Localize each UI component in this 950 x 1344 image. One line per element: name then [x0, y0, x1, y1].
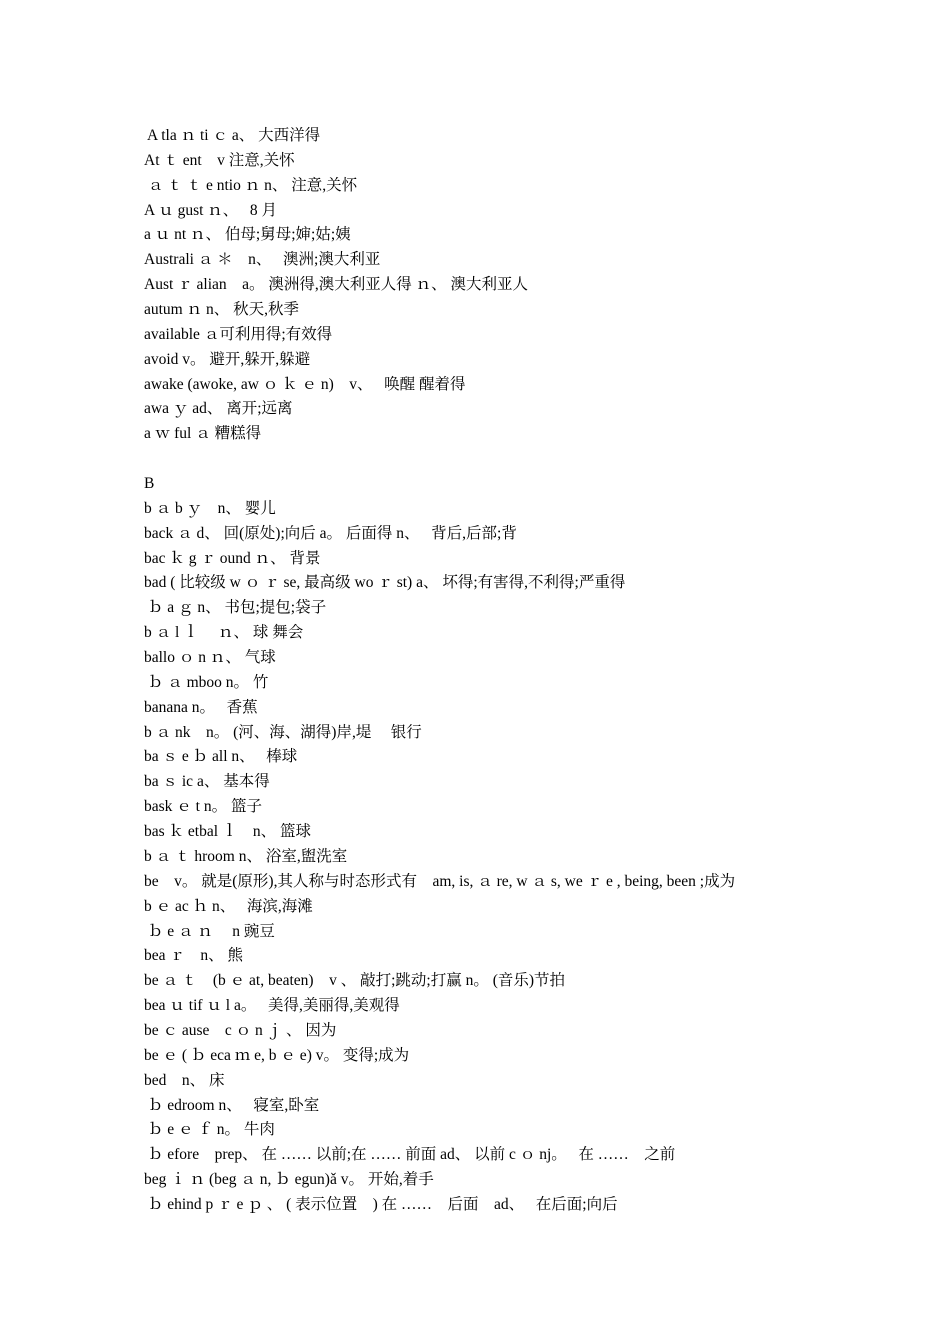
entry: ａ ｔ ｔ e ntio ｎ n、 注意,关怀: [144, 176, 358, 194]
section-spacer: [144, 447, 904, 472]
entry: bea ｒ n、 熊: [144, 947, 244, 965]
entry: ｂ e ｅ ｆ n。 牛肉: [144, 1121, 275, 1139]
entry: b ａ b ｙ n、 婴儿: [144, 499, 276, 517]
entry: ｂ e ａ ｎ n 豌豆: [144, 922, 275, 940]
entry: A ｕ gust ｎ、 8 月: [144, 201, 278, 219]
entry: awa ｙ ad、 离开;远离: [144, 400, 293, 418]
section-heading-b: B: [144, 475, 155, 493]
entry: ｂ ehind p ｒ e ｐ 、 ( 表示位置 ) 在 …… 后面 ad、 在后面;向后: [144, 1195, 618, 1213]
entry: ｂ a ｇ n、 书包;提包;袋子: [144, 599, 327, 617]
entry: b ｅ ac ｈ n、 海滨,海滩: [144, 897, 313, 915]
entry: ｂ edroom n、 寝室,卧室: [144, 1096, 320, 1114]
entry: bea ｕ tif ｕ l a。 美得,美丽得,美观得: [144, 997, 400, 1015]
entry: a ｕ nt ｎ、 伯母;舅母;婶;姑;姨: [144, 226, 351, 244]
entry: ｂ efore prep、 在 …… 以前;在 …… 前面 ad、 以前 c ｏ nj。 在 …… 之前: [144, 1146, 676, 1164]
entry: bas ｋ etbal ｌ n、 篮球: [144, 823, 312, 841]
entry: beg ｉ ｎ (beg ａ n, ｂ egun)ǎ v。 开始,着手: [144, 1171, 434, 1189]
entry: ballo ｏ n ｎ、 气球: [144, 649, 276, 667]
vocabulary-list: [144, 124, 904, 1218]
entry: banana n。 香蕉: [144, 698, 258, 716]
entry: be ｃ ause c ｏ n ｊ 、 因为: [144, 1021, 337, 1039]
entry: bed n、 床: [144, 1071, 225, 1089]
entry: b ａ ｔ hroom n、 浴室,盥洗室: [144, 847, 348, 865]
entry: ｂ ａ mboo n。 竹: [144, 673, 269, 691]
entry: A tla ｎ ti ｃ a、 大西洋得: [144, 127, 321, 144]
entry: bac ｋ g ｒ ound ｎ、 背景: [144, 549, 321, 567]
entry: Aust ｒ alian a。 澳洲得,澳大利亚人得 ｎ、 澳大利亚人: [144, 276, 529, 294]
entry: be v。 就是(原形),其人称与时态形式有 am, is, ａ re, w ａ s, we ｒ e , being, been ;成为: [144, 872, 736, 890]
entry: back ａ d、 回(原处);向后 a。 后面得 n、 背后,后部;背: [144, 524, 517, 542]
entry: be ｅ ( ｂ eca ｍ e, b ｅ e) v。 变得;成为: [144, 1046, 410, 1064]
entry: available ａ可利用得;有效得: [144, 325, 333, 343]
entry: bask ｅ t n。 篮子: [144, 798, 262, 816]
entry: avoid v。 避开,躲开,躲避: [144, 350, 311, 368]
entry: a ｗ ful ａ 糟糕得: [144, 425, 262, 443]
entry: autum ｎ n、 秋天,秋季: [144, 301, 299, 319]
entry: At ｔ ent v 注意,关怀: [144, 151, 295, 169]
entry: Australi ａ ＊ n、 澳洲;澳大利亚: [144, 251, 381, 269]
entry: b ａ l ｌ ｎ、 球 舞会: [144, 624, 304, 642]
entry: bad ( 比较级 w ｏ ｒ se, 最高级 wo ｒ st) a、 坏得;有害得,不利得;严重得: [144, 574, 626, 592]
entry: awake (awoke, aw ｏ ｋ ｅ n) v、 唤醒 醒着得: [144, 375, 466, 393]
entry: b ａ nk n。 (河、海、湖得)岸,堤 银行: [144, 723, 422, 741]
entry: ba ｓ ic a、 基本得: [144, 773, 270, 791]
entry: ba ｓ e ｂ all n、 棒球: [144, 748, 298, 766]
entry: be ａ ｔ (b ｅ at, beaten) v 、 敲打;跳动;打赢 n。 (音乐)节拍: [144, 972, 566, 990]
